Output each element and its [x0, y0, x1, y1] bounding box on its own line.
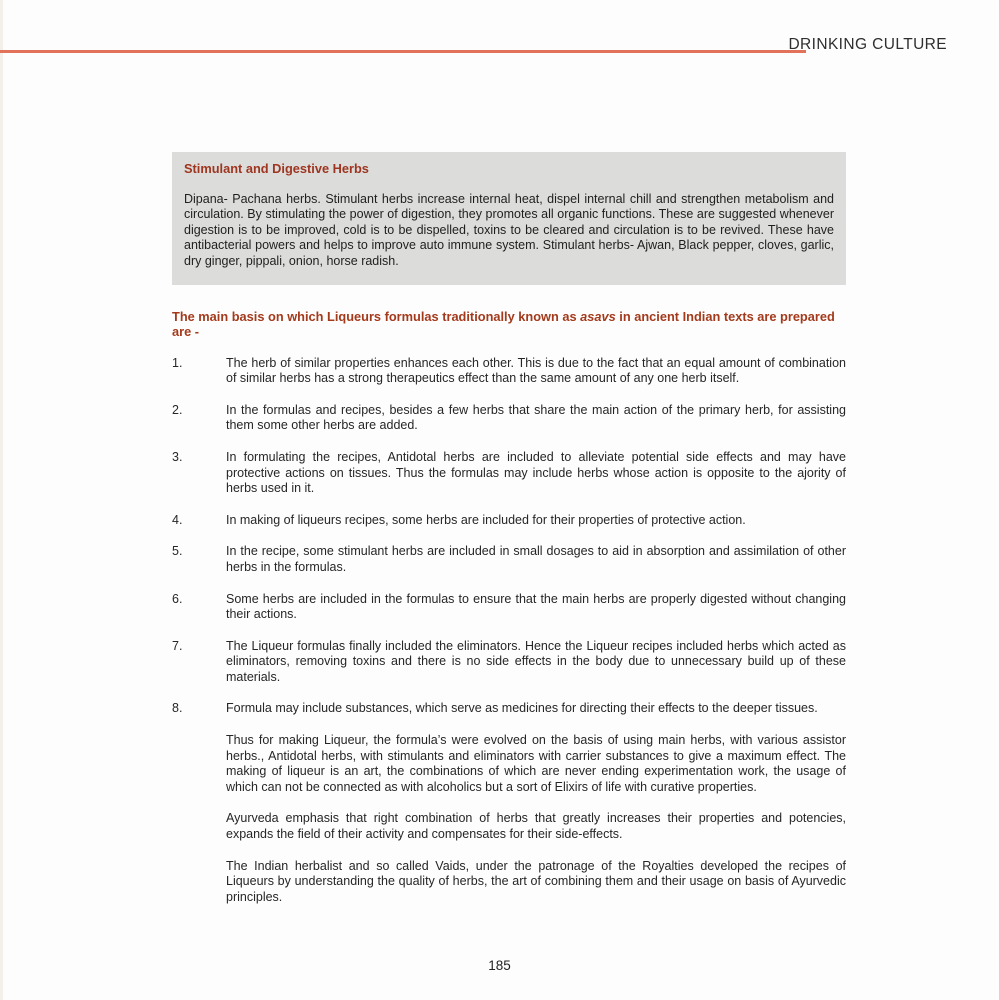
info-box-title: Stimulant and Digestive Herbs	[184, 161, 369, 176]
closing-paragraphs	[226, 733, 846, 905]
list-item-number: 8.	[172, 701, 183, 716]
numbered-list	[172, 356, 846, 718]
section-heading	[172, 309, 846, 339]
list-item-text: The Liqueur formulas finally included the eliminators. Hence the Liqueur recipes included herbs which acted as eliminators, removing toxins and there is no side effects in the body due to unnecessary build up of these materials.	[226, 638, 846, 684]
list-item	[172, 450, 846, 497]
list-item-number: 6.	[172, 591, 183, 606]
list-item-text: The herb of similar properties enhances each other. This is due to the fact that an equal amount of combination of similar herbs has a strong therapeutics effect than the same amount of any one herb itself.	[226, 355, 846, 386]
list-item-number: 2.	[172, 402, 183, 417]
list-item-text: In the recipe, some stimulant herbs are included in small dosages to aid in absorption and assimilation of other herbs in the formulas.	[226, 544, 846, 574]
list-item-text: In making of liqueurs recipes, some herbs are included for their properties of protective action.	[226, 512, 746, 527]
page-number: 185	[488, 958, 511, 973]
body-paragraph: The Indian herbalist and so called Vaids, under the patronage of the Royalties developed the recipes of Liqueurs by understanding the quality of herbs, the art of combining them and their usage on basis of Ayurvedic principles.	[226, 858, 846, 904]
list-item	[172, 592, 846, 623]
body-paragraph: Thus for making Liqueur, the formula’s were evolved on the basis of using main herbs, with various assistor herbs., Antidotal herbs, with stimulants and eliminators with carrier substances to give a maximum effect. The making of liqueur is an art, the combinations of which are never ending experimentation work, the usage of which can not be connected as with alcoholics but a sort of Elixirs of life with curative properties.	[226, 733, 846, 794]
page-content	[172, 152, 846, 921]
list-item-text: In formulating the recipes, Antidotal herbs are included to alleviate potential side effects and may have protective actions on tissues. Thus the formulas may include herbs whose action is opposite to the ajority of herbs used in it.	[226, 449, 846, 496]
list-item	[172, 544, 846, 575]
running-header-title: DRINKING CULTURE	[788, 36, 947, 53]
list-item	[172, 639, 846, 686]
list-item-text: Formula may include substances, which serve as medicines for directing their effects to the deeper tissues.	[226, 701, 818, 716]
list-item-text: In the formulas and recipes, besides a few herbs that share the main action of the primary herb, for assisting them some other herbs are added.	[226, 402, 846, 433]
list-item-number: 5.	[172, 544, 183, 559]
herbs-info-box	[172, 152, 846, 285]
list-item	[172, 701, 846, 717]
list-item	[172, 356, 846, 387]
page-edge-strip	[0, 0, 3, 1000]
body-paragraph: Ayurveda emphasis that right combination of herbs that greatly increases their properties and potencies, expands the field of their activity and compensates for their side-effects.	[226, 811, 846, 842]
section-heading-italic-term: asavs	[580, 308, 616, 324]
list-item-number: 3.	[172, 449, 183, 464]
list-item	[172, 513, 846, 529]
info-box-body: Dipana- Pachana herbs. Stimulant herbs increase internal heat, dispel internal chill and strengthen metabolism and circulation. By stimulating the power of digestion, they promotes all organic functions. These are suggested whenever digestion is to be improved, cold is to be dispelled, toxins to be cleared and circulation is to be revived. These have antibacterial powers and helps to improve auto immune system. Stimulant herbs- Ajwan, Black pepper, cloves, garlic, dry ginger, pippali, onion, horse radish.	[184, 191, 834, 268]
list-item	[172, 403, 846, 434]
list-item-number: 1.	[172, 355, 183, 370]
header-rule	[0, 50, 806, 53]
list-item-number: 7.	[172, 638, 183, 653]
section-heading-prefix: The main basis on which Liqueurs formulas traditionally known as	[172, 308, 581, 324]
section-heading-suffix: in ancient Indian texts are prepared are -	[172, 308, 835, 339]
list-item-text: Some herbs are included in the formulas to ensure that the main herbs are properly digested without changing their actions.	[226, 591, 846, 622]
list-item-number: 4.	[172, 512, 183, 527]
